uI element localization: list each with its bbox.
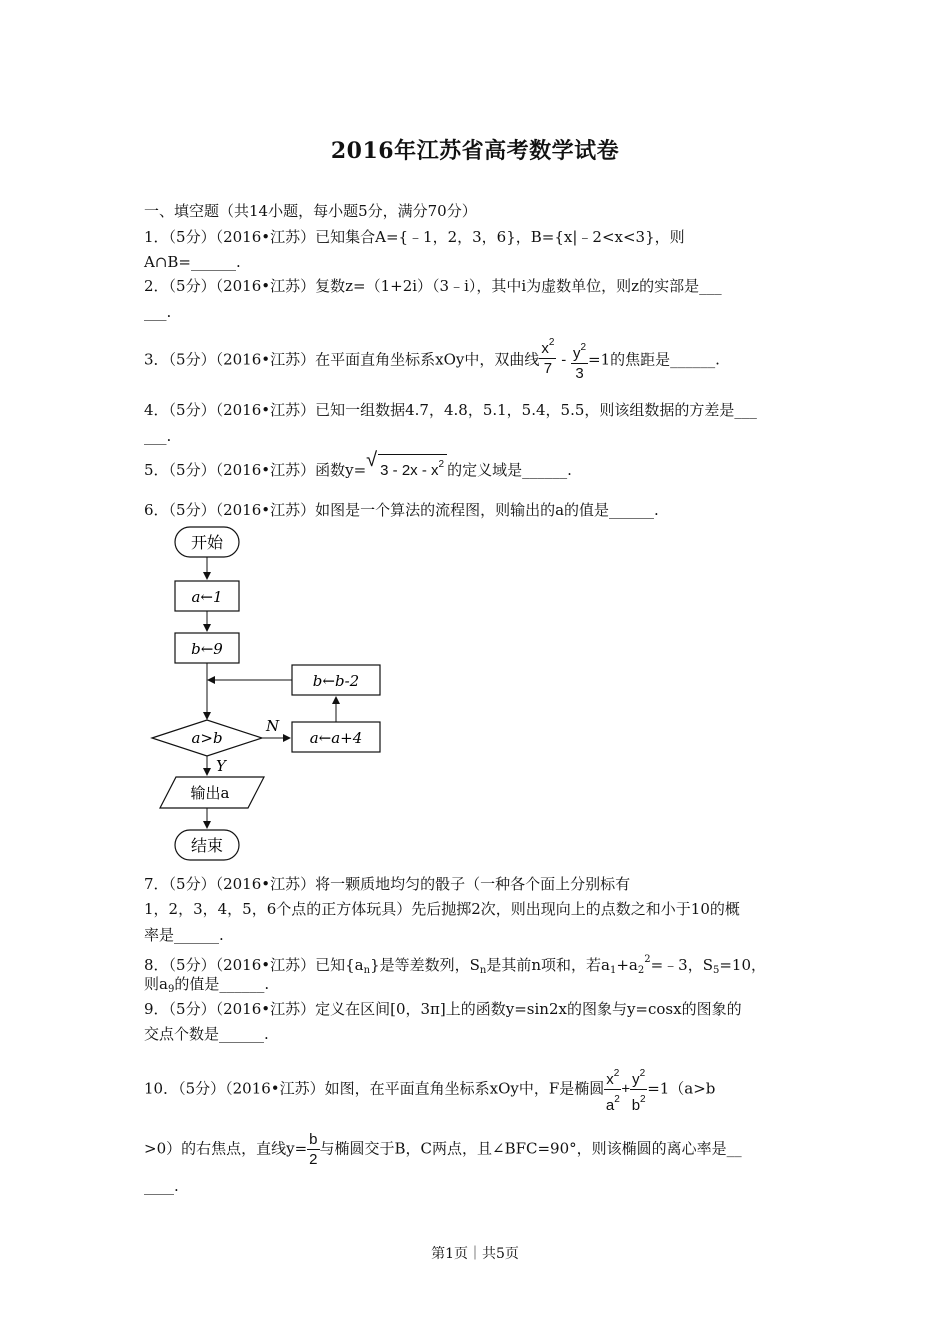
q4-line2: ___. [144,427,172,445]
q7-line2: 1，2，3，4，5，6个点的正方体玩具）先后抛掷2次，则出现向上的点数之和小于10的概 [144,900,740,918]
q5-text: 5．（5分）（2016•江苏）函数y= [144,461,367,479]
q1-line2: A∩B=______. [144,253,241,271]
q3-minus: - [561,351,567,369]
q3-line [144,338,720,383]
q3-fraction-y: $\frac{y^2}{3}$ [571,338,588,383]
flowchart [140,520,400,865]
q4-line1: 4．（5分）（2016•江苏）已知一组数据4.7，4.8，5.1，5.4，5.5，则该组数据的方差是___ [144,401,757,419]
flow-yes-label: Y [216,757,226,775]
q7-line1: 7．（5分）（2016•江苏）将一颗质地均匀的骰子（一种各个面上分别标有 [144,875,631,893]
page-footer: 第1页｜共5页 [431,1246,519,1262]
section-heading: 一、填空题（共14小题，每小题5分，满分70分） [144,202,477,220]
q10-fraction-b2: $\frac{b}{2}$ [309,1131,318,1168]
q9-line1: 9．（5分）（2016•江苏）定义在区间[0，3π]上的函数y=sin2x的图象与y=cosx的图象的 [144,1000,742,1018]
q5-sqrt: √ $3 - 2x - x^2$ [366,454,447,481]
flow-end-label: 结束 [190,836,224,855]
q10-line2: >0）的右焦点，直线y= $\frac{b}{2}$ 与椭圆交于B，C两点，且∠BFC=90°，则该椭圆的离心率是__ [144,1131,742,1168]
flow-update-a-label: a←a+4 [309,729,363,747]
q10-fraction-y: $\frac{y^2}{b^2}$ [630,1064,647,1115]
q10-line3: ____. [144,1177,179,1195]
q5-line [144,449,572,481]
q9-line2: 交点个数是______. [144,1025,269,1043]
flow-no-label: N [266,717,280,735]
flow-update-b-label: b←b-2 [312,672,360,690]
q6-line: 6．（5分）（2016•江苏）如图是一个算法的流程图，则输出的a的值是______. [144,501,659,519]
flow-start-label: 开始 [190,533,224,552]
q10-fraction-x: $\frac{x^2}{a^2}$ [604,1064,621,1115]
q1-line1: 1．（5分）（2016•江苏）已知集合A={﹣1，2，3，6}，B={x|﹣2<x<3}，则 [144,228,685,246]
q3-fraction-x: $\frac{x^2}{7}$ [539,333,556,378]
page-title: 2016年江苏省高考数学试卷 [330,138,620,164]
q10-line1: 10．（5分）（2016•江苏）如图，在平面直角坐标系xOy中，F是椭圆 $\frac{x^2}{a^2}$ + $\frac{y^2}{b^2}$ =1（a>b [144,1064,715,1115]
flow-condition-label: a>b [191,729,223,747]
q8-line2: 则$a_9$的值是______. [144,975,270,995]
q7-line3: 率是______. [144,926,224,944]
q5-text-end: 的定义域是______. [447,461,572,479]
q3-text: 3．（5分）（2016•江苏）在平面直角坐标系xOy中，双曲线 [144,350,540,369]
q3-text-end: =1的焦距是______. [588,350,720,369]
flow-assign-a-label: a←1 [191,588,223,606]
q2-line1: 2．（5分）（2016•江苏）复数z=（1+2i）（3﹣i），其中i为虚数单位，则z的实部是___ [144,277,722,295]
flow-assign-b-label: b←9 [191,640,223,658]
flow-output-label: 输出a [190,784,230,802]
q2-line2: ___. [144,303,172,321]
q8-line1: 8．（5分）（2016•江苏）已知$\{a_n\}$是等差数列，$S_n$是其前n项和，若$a_1+a_2^2=﹣3$，$S_5=10$， [144,954,767,976]
